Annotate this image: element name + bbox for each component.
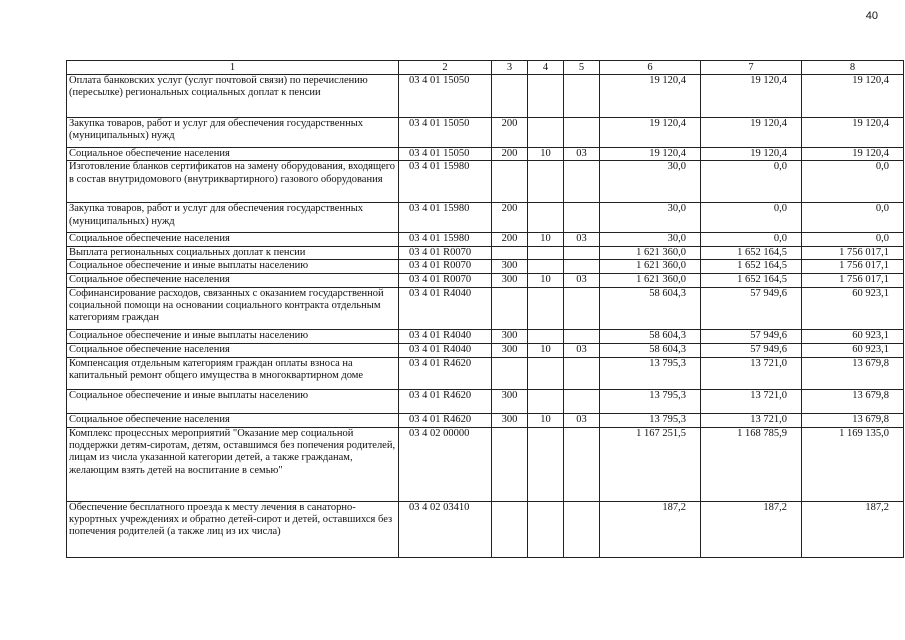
column-header-7: 7 (701, 61, 802, 75)
cell-y2: 13 721,0 (701, 413, 802, 427)
cell-csr: 03 4 01 15050 (399, 75, 492, 118)
table-row (67, 343, 904, 357)
cell-csr: 03 4 02 00000 (399, 427, 492, 501)
cell-rz (528, 287, 564, 329)
column-header-3: 3 (492, 61, 528, 75)
cell-name: Компенсация отдельным категориям граждан оплаты взноса на капитальный ремонт общего имущества в многоквартирном доме (67, 357, 399, 389)
cell-rz (528, 118, 564, 148)
cell-y2: 1 652 164,5 (701, 274, 802, 287)
cell-y3: 19 120,4 (802, 118, 904, 148)
table-row (67, 203, 904, 233)
cell-rz (528, 389, 564, 413)
cell-y1: 1 621 360,0 (600, 260, 701, 274)
column-header-6: 6 (600, 61, 701, 75)
cell-y3: 0,0 (802, 233, 904, 246)
cell-name: Социальное обеспечение населения (67, 274, 399, 287)
cell-y1: 19 120,4 (600, 148, 701, 161)
cell-y2: 19 120,4 (701, 118, 802, 148)
cell-y3: 13 679,8 (802, 413, 904, 427)
cell-y1: 58 604,3 (600, 287, 701, 329)
cell-y1: 13 795,3 (600, 357, 701, 389)
cell-y3: 1 169 135,0 (802, 427, 904, 501)
cell-y2: 0,0 (701, 161, 802, 203)
cell-csr: 03 4 01 R4040 (399, 287, 492, 329)
table-row (67, 246, 904, 259)
cell-pr (564, 329, 600, 343)
cell-y1: 30,0 (600, 203, 701, 233)
table-row (67, 413, 904, 427)
cell-pr (564, 260, 600, 274)
cell-name: Обеспечение бесплатного проезда к месту лечения в санаторно-курортных учреждениях и обратно детей-сирот и детей, оставшихся без попечения родителей (а также лиц из их числа) (67, 501, 399, 557)
table-row (67, 233, 904, 246)
cell-y1: 19 120,4 (600, 118, 701, 148)
column-header-8: 8 (802, 61, 904, 75)
cell-pr (564, 118, 600, 148)
cell-name: Социальное обеспечение населения (67, 413, 399, 427)
cell-pr (564, 357, 600, 389)
cell-y3: 60 923,1 (802, 287, 904, 329)
table-row (67, 118, 904, 148)
cell-csr: 03 4 01 15980 (399, 203, 492, 233)
cell-rz: 10 (528, 343, 564, 357)
cell-y2: 1 652 164,5 (701, 260, 802, 274)
cell-pr: 03 (564, 413, 600, 427)
cell-y3: 60 923,1 (802, 343, 904, 357)
cell-y3: 0,0 (802, 161, 904, 203)
cell-y1: 58 604,3 (600, 329, 701, 343)
column-header-1: 1 (67, 61, 399, 75)
cell-y1: 1 621 360,0 (600, 246, 701, 259)
cell-name: Социальное обеспечение населения (67, 343, 399, 357)
cell-csr: 03 4 01 R0070 (399, 274, 492, 287)
cell-rz (528, 161, 564, 203)
cell-y2: 57 949,6 (701, 287, 802, 329)
cell-y1: 30,0 (600, 161, 701, 203)
cell-pr (564, 389, 600, 413)
cell-y3: 13 679,8 (802, 357, 904, 389)
cell-pr: 03 (564, 274, 600, 287)
cell-rz: 10 (528, 148, 564, 161)
cell-vr: 300 (492, 329, 528, 343)
cell-y3: 1 756 017,1 (802, 246, 904, 259)
cell-pr (564, 203, 600, 233)
cell-csr: 03 4 01 R4620 (399, 413, 492, 427)
cell-csr: 03 4 01 R4040 (399, 343, 492, 357)
table-row (67, 427, 904, 501)
column-header-2: 2 (399, 61, 492, 75)
cell-y2: 187,2 (701, 501, 802, 557)
column-header-4: 4 (528, 61, 564, 75)
table-row (67, 501, 904, 557)
cell-vr (492, 246, 528, 259)
cell-csr: 03 4 01 15980 (399, 161, 492, 203)
cell-rz (528, 329, 564, 343)
cell-vr: 200 (492, 203, 528, 233)
cell-rz: 10 (528, 274, 564, 287)
cell-name: Изготовление бланков сертификатов на замену оборудования, входящего в состав внутридомового (внутриквартирного) газового оборудования (67, 161, 399, 203)
cell-rz (528, 246, 564, 259)
table-row (67, 389, 904, 413)
budget-table (66, 60, 904, 558)
column-header-5: 5 (564, 61, 600, 75)
table-row (67, 287, 904, 329)
cell-csr: 03 4 01 R0070 (399, 260, 492, 274)
cell-y1: 187,2 (600, 501, 701, 557)
cell-y3: 13 679,8 (802, 389, 904, 413)
table-row (67, 75, 904, 118)
cell-rz: 10 (528, 413, 564, 427)
cell-vr (492, 161, 528, 203)
cell-name: Социальное обеспечение населения (67, 233, 399, 246)
cell-pr (564, 246, 600, 259)
table-row (67, 329, 904, 343)
cell-vr: 200 (492, 118, 528, 148)
table-body (67, 75, 904, 558)
cell-y1: 1 621 360,0 (600, 274, 701, 287)
cell-csr: 03 4 02 03410 (399, 501, 492, 557)
cell-y3: 19 120,4 (802, 148, 904, 161)
cell-rz (528, 427, 564, 501)
cell-y3: 60 923,1 (802, 329, 904, 343)
table-row (67, 274, 904, 287)
cell-pr: 03 (564, 148, 600, 161)
cell-name: Социальное обеспечение и иные выплаты населению (67, 389, 399, 413)
cell-csr: 03 4 01 R4620 (399, 389, 492, 413)
cell-y2: 0,0 (701, 203, 802, 233)
cell-csr: 03 4 01 R4620 (399, 357, 492, 389)
cell-vr: 300 (492, 274, 528, 287)
cell-y2: 13 721,0 (701, 389, 802, 413)
cell-name: Оплата банковских услуг (услуг почтовой связи) по перечислению (пересылке) региональных социальных доплат к пенсии (67, 75, 399, 118)
cell-pr: 03 (564, 233, 600, 246)
cell-rz (528, 260, 564, 274)
cell-vr (492, 287, 528, 329)
cell-rz (528, 203, 564, 233)
page-number: 40 (865, 10, 878, 22)
table-row (67, 357, 904, 389)
cell-rz: 10 (528, 233, 564, 246)
cell-name: Выплата региональных социальных доплат к пенсии (67, 246, 399, 259)
cell-y3: 19 120,4 (802, 75, 904, 118)
cell-y1: 1 167 251,5 (600, 427, 701, 501)
cell-y2: 19 120,4 (701, 148, 802, 161)
cell-y1: 13 795,3 (600, 413, 701, 427)
cell-pr (564, 501, 600, 557)
cell-pr (564, 75, 600, 118)
cell-rz (528, 75, 564, 118)
cell-y3: 187,2 (802, 501, 904, 557)
cell-pr (564, 287, 600, 329)
cell-csr: 03 4 01 R0070 (399, 246, 492, 259)
cell-y2: 1 652 164,5 (701, 246, 802, 259)
cell-vr: 300 (492, 343, 528, 357)
cell-rz (528, 357, 564, 389)
cell-csr: 03 4 01 R4040 (399, 329, 492, 343)
cell-vr (492, 427, 528, 501)
cell-csr: 03 4 01 15980 (399, 233, 492, 246)
cell-y2: 13 721,0 (701, 357, 802, 389)
cell-vr (492, 501, 528, 557)
cell-pr (564, 161, 600, 203)
cell-pr: 03 (564, 343, 600, 357)
cell-vr: 300 (492, 260, 528, 274)
cell-y1: 30,0 (600, 233, 701, 246)
cell-y2: 57 949,6 (701, 329, 802, 343)
cell-csr: 03 4 01 15050 (399, 118, 492, 148)
cell-name: Социальное обеспечение и иные выплаты населению (67, 329, 399, 343)
cell-vr: 200 (492, 148, 528, 161)
cell-name: Социальное обеспечение населения (67, 148, 399, 161)
cell-y3: 1 756 017,1 (802, 274, 904, 287)
cell-y2: 0,0 (701, 233, 802, 246)
header-row (67, 61, 904, 75)
cell-vr (492, 75, 528, 118)
cell-y2: 19 120,4 (701, 75, 802, 118)
cell-name: Закупка товаров, работ и услуг для обеспечения государственных (муниципальных) нужд (67, 118, 399, 148)
cell-name: Софинансирование расходов, связанных с оказанием государственной социальной помощи на основании социального контракта отдельным категориям граждан (67, 287, 399, 329)
cell-y1: 19 120,4 (600, 75, 701, 118)
cell-vr: 300 (492, 413, 528, 427)
cell-y1: 58 604,3 (600, 343, 701, 357)
cell-y2: 57 949,6 (701, 343, 802, 357)
cell-y2: 1 168 785,9 (701, 427, 802, 501)
cell-vr: 200 (492, 233, 528, 246)
table-row (67, 148, 904, 161)
cell-name: Комплекс процессных мероприятий "Оказание мер социальной поддержки детям-сиротам, детям, оставшимся без попечения родителей, лицам из числа указанной категории детей, а также гражданам, желающим взять детей на воспитание в семью" (67, 427, 399, 501)
cell-pr (564, 427, 600, 501)
table-row (67, 161, 904, 203)
cell-rz (528, 501, 564, 557)
cell-name: Социальное обеспечение и иные выплаты населению (67, 260, 399, 274)
cell-y1: 13 795,3 (600, 389, 701, 413)
cell-csr: 03 4 01 15050 (399, 148, 492, 161)
cell-y3: 1 756 017,1 (802, 260, 904, 274)
cell-name: Закупка товаров, работ и услуг для обеспечения государственных (муниципальных) нужд (67, 203, 399, 233)
cell-y3: 0,0 (802, 203, 904, 233)
cell-vr: 300 (492, 389, 528, 413)
table-row (67, 260, 904, 274)
cell-vr (492, 357, 528, 389)
